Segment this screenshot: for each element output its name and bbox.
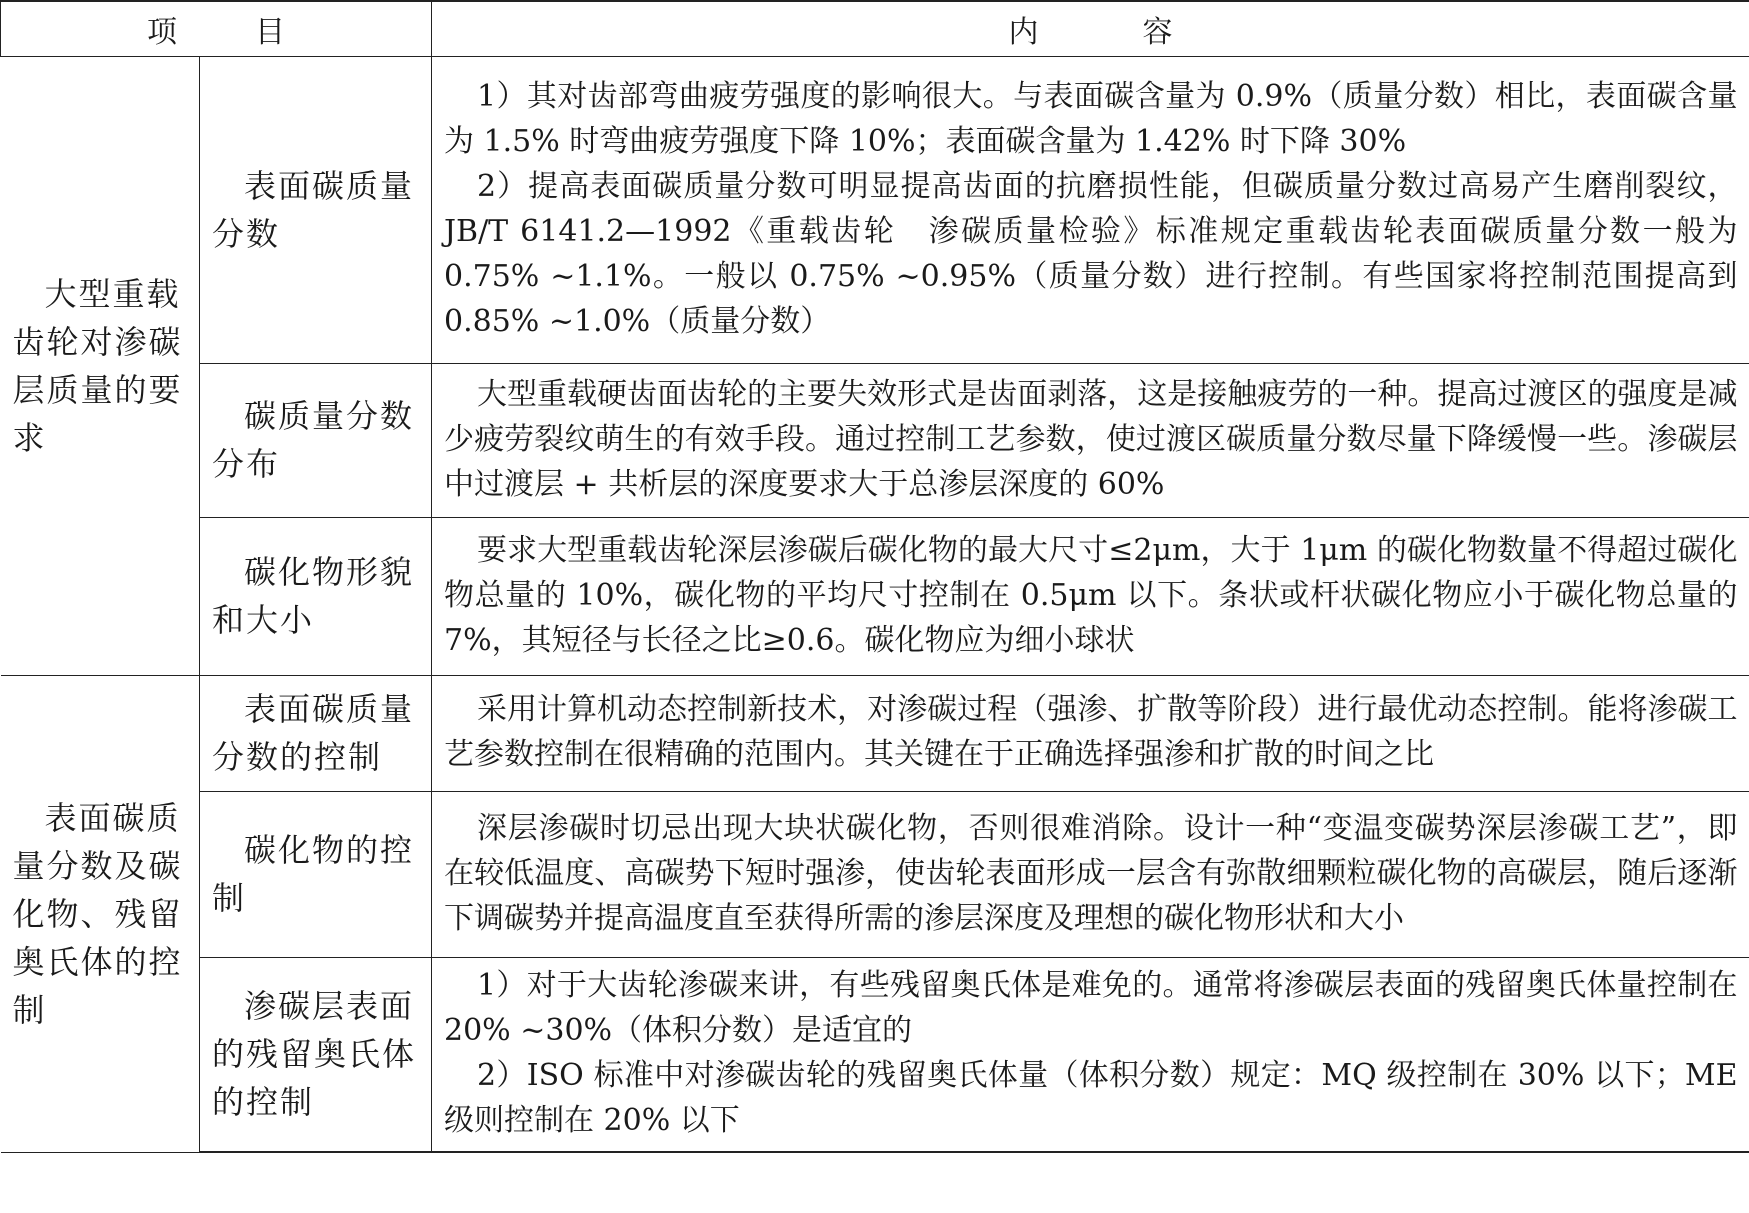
category-cell bbox=[1, 56, 200, 675]
table-row bbox=[1, 517, 1749, 675]
header-item-char-1: 项 bbox=[147, 14, 177, 50]
content-paragraph: 要求大型重载齿轮深层渗碳后碳化物的最大尺寸≤2μm，大于 1μm 的碳化物数量不得超过碳化物总量的 10%，碳化物的平均尺寸控制在 0.5μm 以下。条状或杆状碳化物应小于碳化物总量的 7%，其短径与长径之比≥0.6。碳化物应为细小球状 bbox=[444, 532, 1738, 658]
table-row bbox=[1, 791, 1749, 957]
table-row bbox=[1, 363, 1749, 517]
content-paragraph: 大型重载硬齿面齿轮的主要失效形式是齿面剥落，这是接触疲劳的一种。提高过渡区的强度是减少疲劳裂纹萌生的有效手段。通过控制工艺参数，使过渡区碳质量分数尽量下降缓慢一些。渗碳层中过渡层 + 共析层的深度要求大于总渗层深度的 60% bbox=[444, 376, 1738, 502]
category-cell bbox=[1, 675, 200, 1152]
content-cell bbox=[432, 363, 1749, 517]
subitem-label: 表面碳质量分数 bbox=[212, 166, 415, 253]
content-paragraph: 1）对于大齿轮渗碳来讲，有些残留奥氏体是难免的。通常将渗碳层表面的残留奥氏体量控制在 20% ~30%（体积分数）是适宜的 bbox=[444, 968, 1738, 1049]
subitem-cell bbox=[200, 957, 432, 1152]
category-label: 大型重载齿轮对渗碳层质量的要求 bbox=[12, 274, 183, 457]
table-row bbox=[1, 957, 1749, 1152]
content-cell bbox=[432, 517, 1749, 675]
subitem-cell bbox=[200, 675, 432, 791]
content-paragraph: 2）提高表面碳质量分数可明显提高齿面的抗磨损性能，但碳质量分数过高易产生磨削裂纹，JB/T 6141.2—1992《重载齿轮 渗碳质量检验》标准规定重载齿轮表面碳质量分数一般为 0.75% ~1.1%。一般以 0.75% ~0.95%（质量分数）进行控制。有些国家将控制范围提高到 0.85% ~1.0%（质量分数） bbox=[444, 168, 1738, 339]
subitem-cell bbox=[200, 517, 432, 675]
header-content-char-2: 容 bbox=[1142, 14, 1173, 50]
subitem-label: 碳质量分数分布 bbox=[212, 397, 415, 483]
header-content-char-1: 内 bbox=[1008, 14, 1039, 50]
content-paragraph: 采用计算机动态控制新技术，对渗碳过程（强渗、扩散等阶段）进行最优动态控制。能将渗碳工艺参数控制在很精确的范围内。其关键在于正确选择强渗和扩散的时间之比 bbox=[444, 692, 1738, 772]
subitem-label: 渗碳层表面的残留奥氏体的控制 bbox=[212, 987, 417, 1122]
category-label: 表面碳质量分数及碳化物、残留奥氏体的控制 bbox=[12, 798, 183, 1029]
table-row bbox=[1, 675, 1749, 791]
subitem-cell bbox=[200, 56, 432, 363]
content-cell bbox=[432, 957, 1749, 1152]
table-row bbox=[1, 56, 1749, 363]
subitem-label: 表面碳质量分数的控制 bbox=[212, 690, 415, 776]
header-item-char-2: 目 bbox=[255, 14, 285, 50]
header-row bbox=[1, 1, 1749, 56]
content-cell bbox=[432, 675, 1749, 791]
header-content bbox=[432, 1, 1749, 56]
subitem-cell bbox=[200, 791, 432, 957]
subitem-cell bbox=[200, 363, 432, 517]
content-cell bbox=[432, 56, 1749, 363]
subitem-label: 碳化物形貌和大小 bbox=[212, 553, 415, 639]
content-paragraph: 深层渗碳时切忌出现大块状碳化物，否则很难消除。设计一种“变温变碳势深层渗碳工艺”，即在较低温度、高碳势下短时强渗，使齿轮表面形成一层含有弥散细颗粒碳化物的高碳层，随后逐渐下调碳势并提高温度直至获得所需的渗层深度及理想的碳化物形状和大小 bbox=[444, 810, 1738, 936]
content-paragraph: 1）其对齿部弯曲疲劳强度的影响很大。与表面碳含量为 0.9%（质量分数）相比，表面碳含量为 1.5% 时弯曲疲劳强度下降 10%；表面碳含量为 1.42% 时下降 30% bbox=[444, 78, 1738, 159]
subitem-label: 碳化物的控制 bbox=[212, 831, 415, 917]
header-item bbox=[1, 1, 432, 56]
content-paragraph: 2）ISO 标准中对渗碳齿轮的残留奥氏体量（体积分数）规定：MQ 级控制在 30% 以下；ME 级则控制在 20% 以下 bbox=[444, 1058, 1738, 1139]
content-cell bbox=[432, 791, 1749, 957]
